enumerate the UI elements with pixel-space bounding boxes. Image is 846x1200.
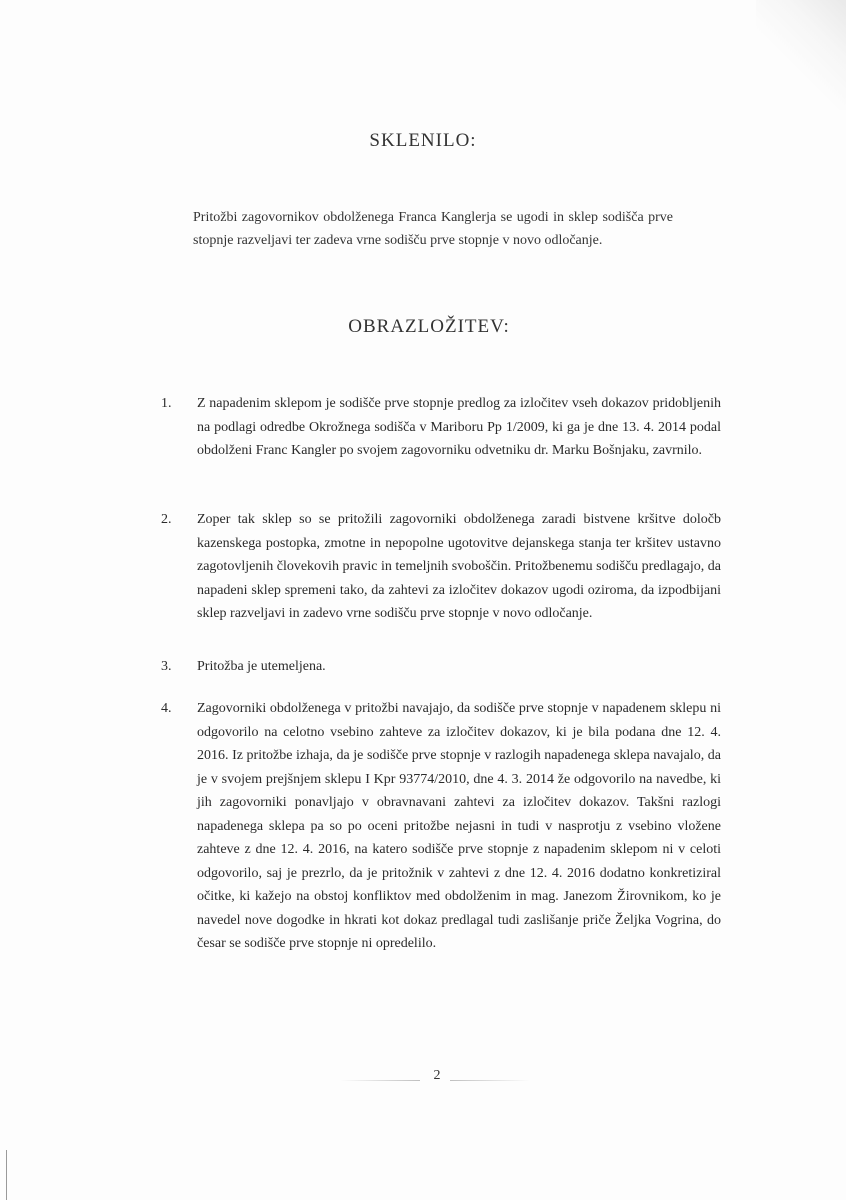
paragraph-text: Pritožba je utemeljena. (197, 659, 326, 674)
footer-rule-right (450, 1080, 530, 1081)
folded-corner-shadow (756, 0, 846, 110)
footer-rule-left (340, 1080, 420, 1081)
decision-heading: SKLENILO: (369, 130, 477, 151)
paragraph-number: 3. (161, 659, 172, 674)
numbered-paragraph (161, 655, 721, 679)
page-number: 2 (433, 1068, 441, 1083)
paragraph-number: 1. (161, 396, 172, 411)
numbered-paragraph (161, 697, 721, 956)
numbered-paragraph (161, 508, 721, 626)
paragraph-text: Zoper tak sklep so se pritožili zagovorniki obdolženega zaradi bistvene kršitve določb kazenskega postopka, zmotne in nepopolne ugotovitve dejanskega stanja ter kršitev ustavno zagotovljenih človekovih pravic in temeljnih svoboščin. Pritožbenemu sodišču predlagajo, da napadeni sklep spremeni tako, da zahtevi za izločitev dokazov ugodi oziroma, da izpodbijani sklep razveljavi in zadevo vrne sodišču prve stopnje v novo odločanje. (197, 512, 721, 621)
paragraph-text: Z napadenim sklepom je sodišče prve stopnje predlog za izločitev vseh dokazov pridobljenih na podlagi odredbe Okrožnega sodišča v Mariboru Pp 1/2009, ki ga je dne 13. 4. 2014 podal obdolženi Franc Kangler po svojem zagovorniku odvetniku dr. Marku Bošnjaku, zavrnilo. (197, 396, 721, 458)
numbered-paragraph (161, 392, 721, 463)
paragraph-number: 2. (161, 512, 172, 527)
reasoning-heading: OBRAZLOŽITEV: (348, 316, 510, 337)
scan-edge-line (6, 1150, 7, 1200)
paragraph-text: Zagovorniki obdolženega v pritožbi navajajo, da sodišče prve stopnje v napadenem sklepu ni odgovorilo na celotno vsebino zahteve za izločitev dokazov, ki je bila podana dne 12. 4. 2016. Iz pritožbe izhaja, da je sodišče prve stopnje v razlogih napadenega sklepa navajalo, da je v svojem prejšnjem sklepu I Kpr 93774/2010, dne 4. 3. 2014 že odgovorilo na navedbe, ki jih zagovorniki ponavljajo v obravnavani zahtevi za izločitev dokazov. Takšni razlogi napadenega sklepa pa so po oceni pritožbe nejasni in tudi v nasprotju z vsebino vložene zahteve z dne 12. 4. 2016, na katero sodišče prve stopnje z napadenim sklepom ni v celoti odgovorilo, saj je prezrlo, da je pritožnik v zahtevi z dne 12. 4. 2016 dodatno konkretiziral očitke, ki kažejo na obstoj konfliktov med obdolženim in mag. Janezom Žirovnikom, ko je navedel nove dogodke in hkrati kot dokaz predlagal tudi zaslišanje priče Željka Vogrina, do česar se sodišče prve stopnje ni opredelilo. (197, 701, 721, 951)
paragraph-number: 4. (161, 701, 172, 716)
decision-paragraph: Pritožbi zagovornikov obdolženega Franca Kanglerja se ugodi in sklep sodišča prve stopnje razveljavi ter zadeva vrne sodišču prve stopnje v novo odločanje. (193, 210, 673, 248)
page-footer (340, 1068, 530, 1092)
